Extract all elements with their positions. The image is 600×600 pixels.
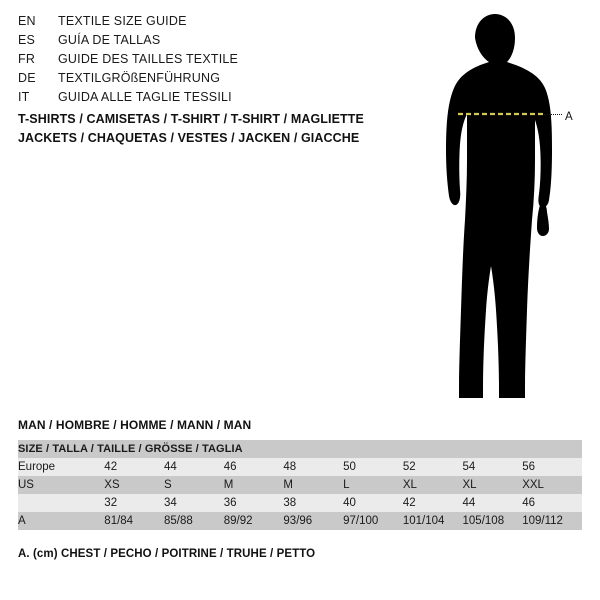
table-row	[18, 494, 582, 512]
cell: XS	[104, 476, 164, 494]
language-code: ES	[18, 33, 36, 47]
category-jackets: JACKETS / CHAQUETAS / VESTES / JACKEN / GIACCHE	[18, 131, 360, 145]
cell: XXL	[522, 476, 582, 494]
cell: 93/96	[283, 512, 343, 530]
row-label: US	[18, 476, 104, 494]
cell: M	[283, 476, 343, 494]
cell: 105/108	[463, 512, 523, 530]
cell: 46	[224, 458, 284, 476]
size-table	[18, 440, 582, 530]
cell: 81/84	[104, 512, 164, 530]
cell: 89/92	[224, 512, 284, 530]
cell: M	[224, 476, 284, 494]
language-title: GUIDE DES TAILLES TEXTILE	[58, 52, 239, 66]
language-code: DE	[18, 71, 36, 85]
cell: 50	[343, 458, 403, 476]
language-code: IT	[18, 90, 30, 104]
table-title: MAN / HOMBRE / HOMME / MANN / MAN	[18, 418, 252, 432]
cell: 36	[224, 494, 284, 512]
language-row	[18, 14, 398, 33]
language-row	[18, 90, 398, 109]
cell: 97/100	[343, 512, 403, 530]
table-header-label: SIZE / TALLA / TAILLE / GRÖSSE / TAGLIA	[18, 440, 582, 458]
language-title: GUÍA DE TALLAS	[58, 33, 161, 47]
language-title: TEXTILE SIZE GUIDE	[58, 14, 187, 28]
cell: 52	[403, 458, 463, 476]
cell: 48	[283, 458, 343, 476]
cell: 109/112	[522, 512, 582, 530]
table-row	[18, 458, 582, 476]
cell: 38	[283, 494, 343, 512]
language-list	[18, 14, 398, 109]
measure-label-a: A	[565, 111, 573, 123]
language-code: EN	[18, 14, 36, 28]
language-title: TEXTILGRÖßENFÜHRUNG	[58, 71, 221, 85]
language-code: FR	[18, 52, 36, 66]
cell: 32	[104, 494, 164, 512]
cell: 44	[164, 458, 224, 476]
language-row	[18, 71, 398, 90]
cell: XL	[463, 476, 523, 494]
cell: 40	[343, 494, 403, 512]
measure-leader-line	[544, 114, 562, 115]
cell: 85/88	[164, 512, 224, 530]
cell: 44	[463, 494, 523, 512]
cell: S	[164, 476, 224, 494]
cell: 56	[522, 458, 582, 476]
footnote: A. (cm) CHEST / PECHO / POITRINE / TRUHE / PETTO	[18, 548, 316, 560]
language-title: GUIDA ALLE TAGLIE TESSILI	[58, 90, 232, 104]
row-label: A	[18, 512, 104, 530]
cell: 54	[463, 458, 523, 476]
category-headings	[18, 110, 418, 148]
category-tshirts: T-SHIRTS / CAMISETAS / T-SHIRT / T-SHIRT / MAGLIETTE	[18, 112, 364, 126]
male-silhouette-figure	[415, 10, 590, 405]
cell: 42	[104, 458, 164, 476]
row-label	[18, 494, 104, 512]
silhouette-icon	[415, 10, 590, 405]
cell: 42	[403, 494, 463, 512]
cell: XL	[403, 476, 463, 494]
cell: L	[343, 476, 403, 494]
cell: 46	[522, 494, 582, 512]
row-label: Europe	[18, 458, 104, 476]
cell: 34	[164, 494, 224, 512]
table-row	[18, 512, 582, 530]
table-row	[18, 476, 582, 494]
table-header-row	[18, 440, 582, 458]
language-row	[18, 33, 398, 52]
cell: 101/104	[403, 512, 463, 530]
language-row	[18, 52, 398, 71]
